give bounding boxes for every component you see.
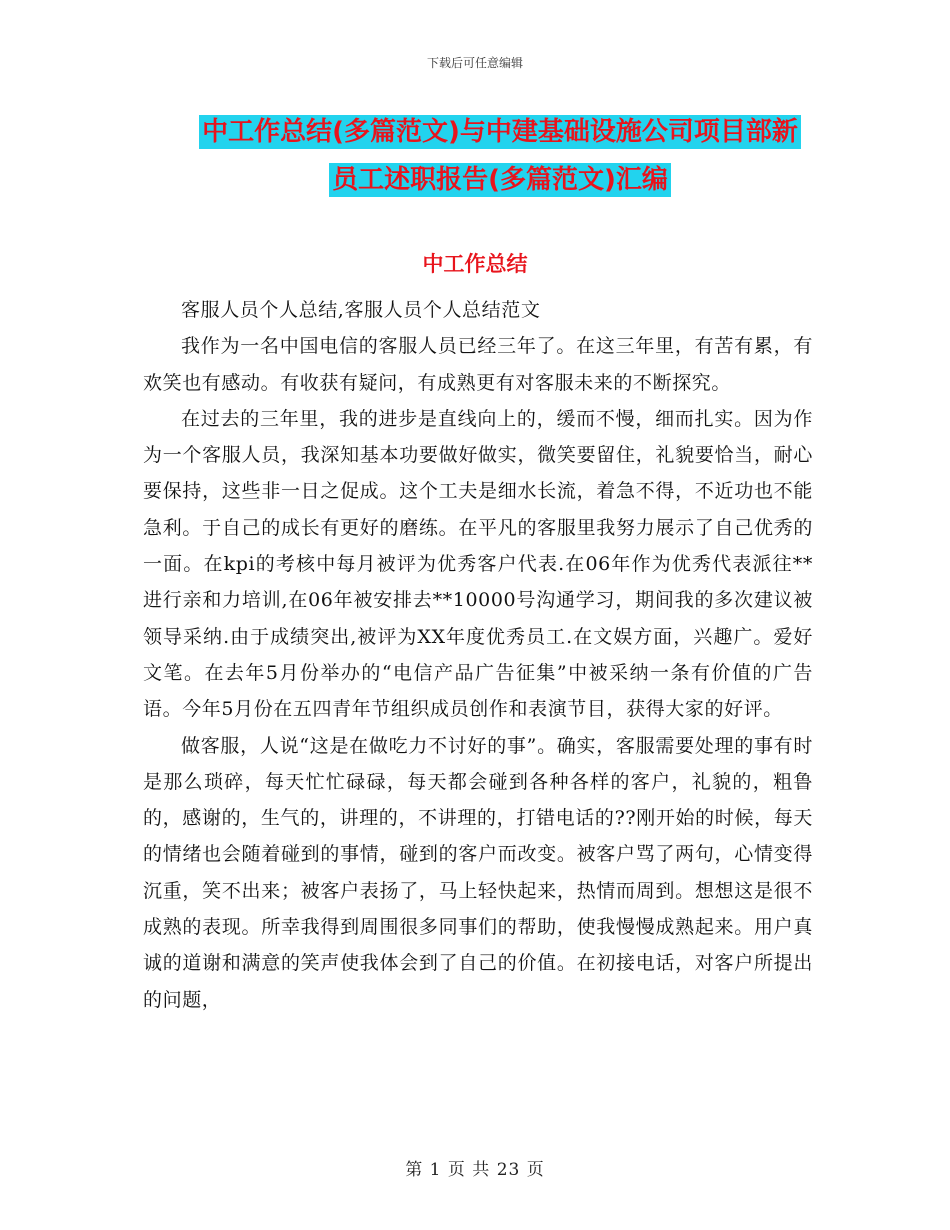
document-title xyxy=(150,108,850,204)
page-footer: 第 1 页 共 23 页 xyxy=(405,1160,545,1180)
header-note: 下载后可任意编辑 xyxy=(426,56,523,70)
section-heading: 中工作总结 xyxy=(422,252,528,276)
paragraph: 做客服，人说“这是在做吃力不讨好的事”。确实，客服需要处理的事有时是那么琐碎，每天忙忙碌碌，每天都会碰到各种各样的客户，礼貌的，粗鲁的，感谢的，生气的，讲理的，不讲理的，打错电话的??刚开始的时候，每天的情绪也会随着碰到的事情，碰到的客户而改变。被客户骂了两句，心情变得沉重，笑不出来；被客户表扬了，马上轻快起来，热情而周到。想想这是很不成熟的表现。所幸我得到周围很多同事们的帮助，使我慢慢成熟起来。用户真诚的道谢和满意的笑声使我体会到了自己的价值。在初接电话，对客户所提出的问题， xyxy=(143,734,813,1011)
document-body xyxy=(143,292,813,1018)
title-line-1: 中工作总结(多篇范文)与中建基础设施公司项目部新 xyxy=(199,115,801,149)
paragraph: 我作为一名中国电信的客服人员已经三年了。在这三年里，有苦有累，有欢笑也有感动。有收获有疑问，有成熟更有对客服未来的不断探究。 xyxy=(143,335,813,394)
title-line-2: 员工述职报告(多篇范文)汇编 xyxy=(329,163,671,197)
paragraph: 在过去的三年里，我的进步是直线向上的，缓而不慢，细而扎实。因为作为一个客服人员，我深知基本功要做好做实，微笑要留住，礼貌要恰当，耐心要保持，这些非一日之促成。这个工夫是细水长流，着急不得，不近功也不能急利。于自己的成长有更好的磨练。在平凡的客服里我努力展示了自己优秀的一面。在kpi的考核中每月被评为优秀客户代表.在06年作为优秀代表派往**进行亲和力培训,在06年被安排去**10000号沟通学习，期间我的多次建议被领导采纳.由于成绩突出,被评为XX年度优秀员工.在文娱方面，兴趣广。爱好文笔。在去年5月份举办的“电信产品广告征集”中被采纳一条有价值的广告语。今年5月份在五四青年节组织成员创作和表演节目，获得大家的好评。 xyxy=(143,407,813,721)
paragraph: 客服人员个人总结,客服人员个人总结范文 xyxy=(181,299,541,321)
